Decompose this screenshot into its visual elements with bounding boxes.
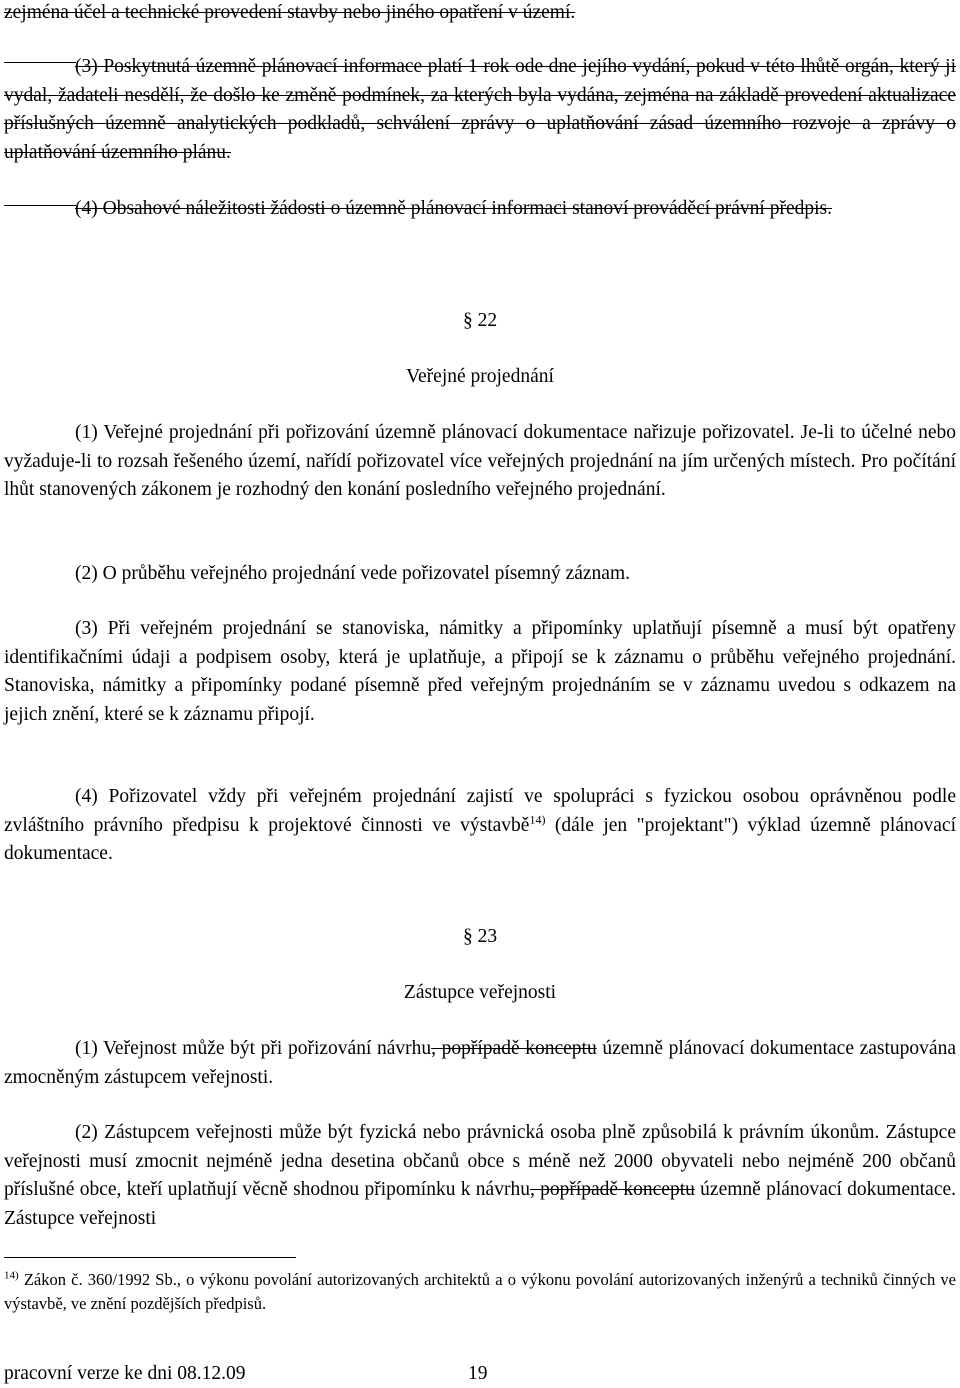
version-label: pracovní verze ke dni 08.12.09 bbox=[4, 1363, 246, 1384]
footnote-reference: 14) bbox=[529, 812, 546, 826]
footnote-mark: 14) bbox=[4, 1269, 19, 1282]
paragraph: (2) O průběhu veřejného projednání vede pořizovatel písemný záznam. bbox=[75, 563, 630, 584]
section-number: § 23 bbox=[462, 926, 498, 947]
paragraph-text: (2) Zástupcem veřejnosti může být fyzická nebo právnická osoba plně způsobilá k právním úkonům. Zástupce veřejnosti musí zmocnit nejméně jedna desetina občanů obce s méně než 2000 obyvateli nebo nejméně 200 občanů příslušné obce, kteří uplatňují věcně shodnou připomínku k návrhu bbox=[4, 1122, 956, 1200]
struck-paragraph-4: (4) Obsahové náležitosti žádosti o územně plánovací informaci stanoví prováděcí právní předpis. bbox=[75, 198, 833, 219]
section-title: Veřejné projednání bbox=[406, 366, 554, 387]
page-number: 19 bbox=[468, 1363, 488, 1384]
footnote-text: Zákon č. 360/1992 Sb., o výkonu povolání autorizovaných architektů a o výkonu povolání autorizovaných inženýrů a techniků činných ve výstavbě, ve znění pozdějších předpisů. bbox=[4, 1270, 956, 1313]
paragraph bbox=[4, 1119, 956, 1233]
struck-line-top: zejména účel a technické provedení stavby nebo jiného opatření v území. bbox=[4, 2, 576, 23]
footnote-rule bbox=[4, 1257, 296, 1258]
paragraph bbox=[4, 783, 956, 869]
footnote bbox=[4, 1268, 956, 1316]
paragraph-text: (1) Veřejnost může být při pořizování návrhu bbox=[75, 1038, 432, 1059]
struck-paragraph-3: (3) Poskytnutá územně plánovací informace platí 1 rok ode dne jejího vydání, pokud v této lhůtě orgán, který ji vydal, žadateli nesdělí, že došlo ke změně podmínek, za kterých byla vydána, zejména na základě provedení aktualizace příslušných územně analytických podkladů, schválení zprávy o uplatňování zásad územního rozvoje a zprávy o uplatňování územního plánu. bbox=[4, 56, 956, 163]
page-footer bbox=[4, 1361, 488, 1387]
struck-text: , popřípadě konceptu bbox=[529, 1179, 695, 1200]
struck-text: , popřípadě konceptu bbox=[431, 1038, 597, 1059]
paragraph-text: územně plánovací dokumentace zastupována zmocněným zástupcem veřejnosti. bbox=[4, 1038, 956, 1088]
paragraph-text: (4) Pořizovatel vždy při veřejném projednání zajistí ve spolupráci s fyzickou osobou oprávněnou podle zvláštního právního předpisu k projektové činnosti ve výstavbě bbox=[4, 786, 956, 836]
paragraph-text: (dále jen "projektant") výklad územně plánovací dokumentace. bbox=[4, 814, 956, 864]
paragraph bbox=[4, 1035, 956, 1092]
section-number: § 22 bbox=[462, 310, 498, 331]
paragraph: (3) Při veřejném projednání se stanoviska, námitky a připomínky uplatňují písemně a musí být opatřeny identifikačními údaji a podpisem osoby, která je uplatňuje, a připojí se k záznamu o průběhu veřejného projednání. Stanoviska, námitky a připomínky podané písemně před veřejným projednáním se v záznamu uvedou s odkazem na jejich znění, které se k záznamu připojí. bbox=[4, 618, 956, 725]
paragraph: (1) Veřejné projednání při pořizování územně plánovací dokumentace nařizuje pořizovatel. Je-li to účelné nebo vyžaduje-li to rozsah řešeného území, nařídí pořizovatel více veřejných projednání na jím určených místech. Pro počítání lhůt stanovených zákonem je rozhodný den konání posledního veřejného projednání. bbox=[4, 422, 956, 500]
paragraph-text: územně plánovací dokumentace. Zástupce veřejnosti bbox=[4, 1179, 957, 1229]
section-title: Zástupce veřejnosti bbox=[403, 982, 557, 1003]
